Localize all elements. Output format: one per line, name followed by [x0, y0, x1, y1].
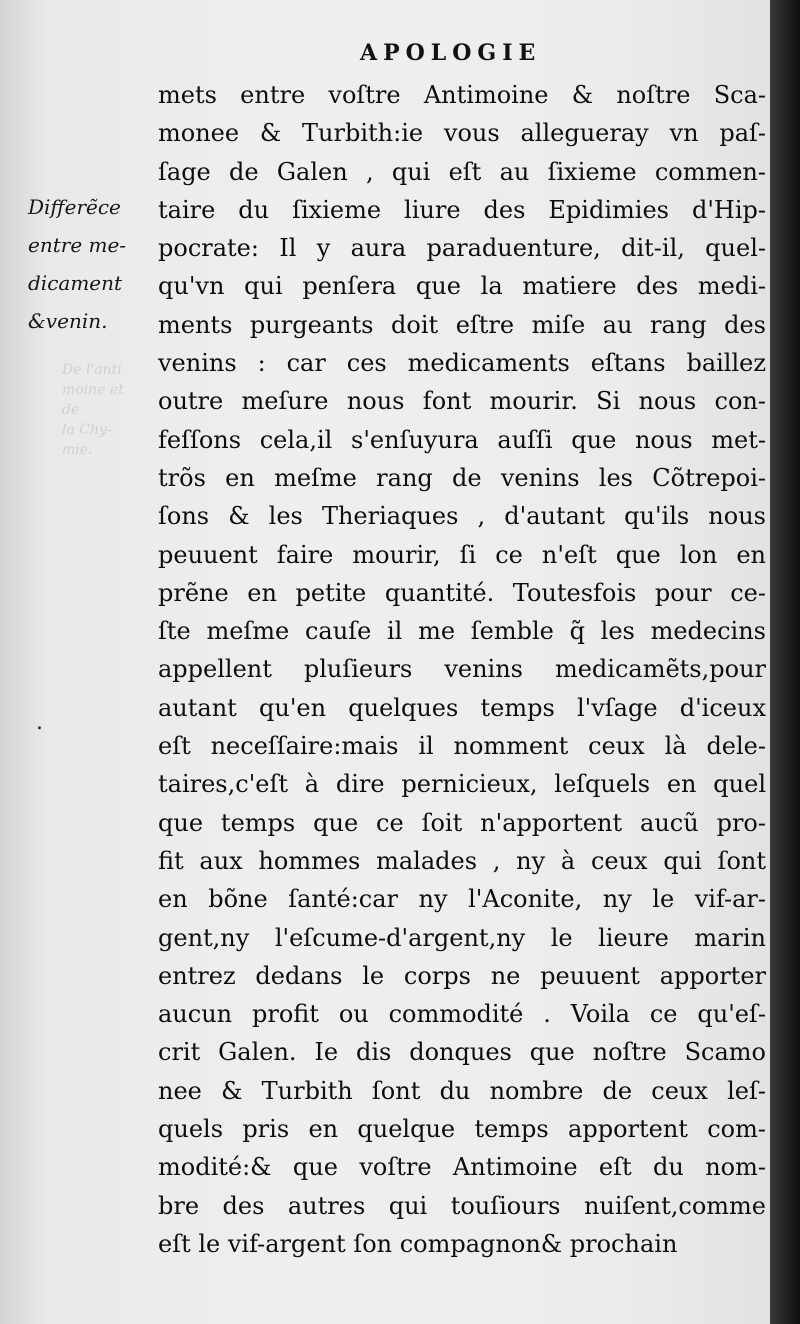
text-line: ments purgeants doit eſtre miſe au rang des [158, 310, 766, 339]
margin-note: entre me- [28, 233, 127, 257]
page-edge-shadow [770, 0, 800, 1324]
text-line: venins : car ces medicaments eſtans baillez [158, 349, 766, 378]
margin-note: &venin. [28, 309, 108, 333]
text-line: monee & Turbith:ie vous allegueray vn paſ- [158, 119, 766, 148]
running-title: APOLOGIE [360, 40, 542, 66]
bleed-through-text: De l'anti moine et de la Chy- mie. [62, 362, 124, 458]
text-line: nee & Turbith ſont du nombre de ceux leſ- [158, 1076, 766, 1105]
text-line: ſte meſme cauſe il me ſemble q̃ les medecins [158, 617, 766, 646]
margin-dot: . [36, 710, 43, 735]
margin-note: dicament [28, 271, 123, 295]
text-line: outre meſure nous font mourir. Si nous con- [158, 387, 766, 416]
text-line: en bõne ſanté:car ny l'Aconite, ny le vif-ar- [158, 885, 766, 914]
text-line: qu'vn qui penſera que la matiere des medi- [158, 272, 766, 301]
text-line: taire du ſixieme liure des Epidimies d'Hip- [158, 195, 766, 224]
text-line: aucun profit ou commodité . Voila ce qu'eſ- [158, 1000, 766, 1029]
text-line: trõs en meſme rang de venins les Cõtrepoi- [158, 463, 766, 492]
text-line: taires,c'eſt à dire pernicieux, leſquels en quel [158, 770, 766, 799]
text-line: gent,ny l'eſcume-d'argent,ny le lieure marin [158, 923, 766, 952]
body-text [158, 76, 766, 1263]
text-line: que temps que ce ſoit n'apportent aucũ pro- [158, 808, 766, 837]
text-line: mets entre voſtre Antimoine & noſtre Sca- [158, 81, 766, 109]
text-line: modité:& que voſtre Antimoine eſt du nom- [158, 1153, 766, 1182]
text-line: entrez dedans le corps ne peuuent apporter [158, 961, 766, 990]
text-line: prẽne en petite quantité. Toutesfois pour ce- [158, 578, 766, 607]
margin-note: Differẽce [28, 195, 121, 219]
text-line: eſt neceſſaire:mais il nomment ceux là dele- [158, 732, 766, 761]
text-line: ſons & les Theriaques , d'autant qu'ils nous [158, 502, 766, 531]
text-line: appellent pluſieurs venins medicamẽts,pour [158, 655, 766, 684]
text-line: peuuent faire mourir, ſi ce n'eſt que lon en [158, 540, 766, 569]
text-line: feſſons cela,il s'enſuyura auſſi que nous met- [158, 425, 766, 454]
text-line: pocrate: Il y aura paraduenture, dit-il, quel- [158, 234, 766, 263]
text-line: bre des autres qui touſiours nuiſent,comme [158, 1191, 766, 1220]
text-line: eſt le vif-argent ſon compagnon& prochain [158, 1229, 678, 1258]
text-line: fit aux hommes malades , ny à ceux qui ſont [158, 846, 766, 875]
text-line: crit Galen. Ie dis donques que noſtre Scamo [158, 1038, 766, 1067]
text-line: ſage de Galen , qui eſt au ſixieme commen- [158, 157, 766, 186]
margin-notes [28, 188, 158, 340]
text-line: autant qu'en quelques temps l'vſage d'iceux [158, 693, 766, 722]
text-line: quels pris en quelque temps apportent com- [158, 1115, 766, 1144]
